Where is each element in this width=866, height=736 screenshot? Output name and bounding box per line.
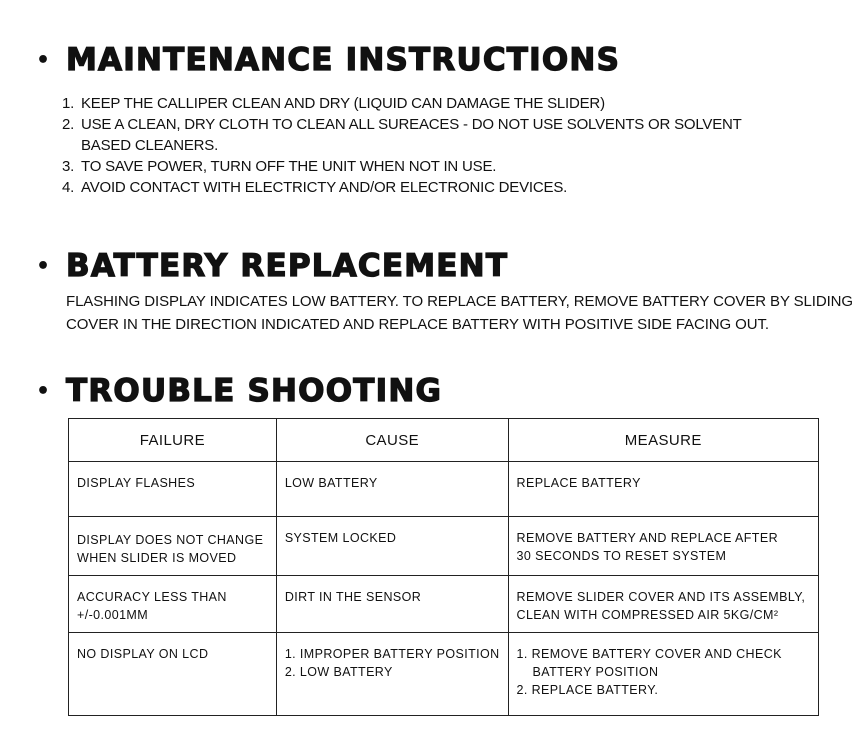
bullet-icon: •: [36, 378, 51, 404]
cause-cell: 1. IMPROPER BATTERY POSITION 2. LOW BATTERY: [276, 633, 508, 716]
item-text: AVOID CONTACT WITH ELECTRICTY AND/OR ELECTRONIC DEVICES.: [81, 179, 568, 196]
failure-cell: ACCURACY LESS THAN +/-0.001MM: [69, 576, 277, 633]
header-cause: CAUSE: [276, 419, 508, 462]
trouble-table: [68, 418, 819, 716]
table-row: [69, 517, 819, 576]
table-row: [69, 462, 819, 517]
item-text: TO SAVE POWER, TURN OFF THE UNIT WHEN NOT IN USE.: [81, 158, 497, 175]
failure-cell: DISPLAY FLASHES: [69, 462, 277, 517]
list-item: [62, 93, 802, 114]
trouble-heading: [36, 373, 442, 409]
measure-cell: REPLACE BATTERY: [508, 462, 818, 517]
item-text: USE A CLEAN, DRY CLOTH TO CLEAN ALL SUREACES - DO NOT USE SOLVENTS OR SOLVENT BASED CLEANERS.: [81, 116, 742, 154]
maintenance-title: MAINTENANCE INSTRUCTIONS: [66, 42, 621, 78]
battery-title: BATTERY REPLACEMENT: [66, 248, 509, 284]
cause-cell: DIRT IN THE SENSOR: [276, 576, 508, 633]
table-row: [69, 633, 819, 716]
item-number: 1.: [62, 95, 75, 112]
measure-cell: 1. REMOVE BATTERY COVER AND CHECK BATTERY POSITION 2. REPLACE BATTERY.: [508, 633, 818, 716]
measure-cell: REMOVE SLIDER COVER AND ITS ASSEMBLY, CLEAN WITH COMPRESSED AIR 5KG/CM²: [508, 576, 818, 633]
list-item: [62, 177, 802, 198]
cause-cell: LOW BATTERY: [276, 462, 508, 517]
bullet-icon: •: [36, 253, 51, 279]
item-number: 2.: [62, 116, 75, 133]
table-header-row: [69, 419, 819, 462]
trouble-title: TROUBLE SHOOTING: [66, 373, 443, 409]
item-number: 4.: [62, 179, 75, 196]
failure-cell: NO DISPLAY ON LCD: [69, 633, 277, 716]
item-number: 3.: [62, 158, 75, 175]
list-item: [62, 114, 802, 156]
paragraph-line: COVER IN THE DIRECTION INDICATED AND REPLACE BATTERY WITH POSITIVE SIDE FACING OUT.: [66, 316, 769, 333]
paragraph-line: FLASHING DISPLAY INDICATES LOW BATTERY. TO REPLACE BATTERY, REMOVE BATTERY COVER BY SLIDING: [66, 293, 853, 310]
bullet-icon: •: [36, 47, 51, 73]
cause-cell: SYSTEM LOCKED: [276, 517, 508, 576]
table-row: [69, 576, 819, 633]
maintenance-list: [62, 93, 802, 198]
battery-heading: [36, 248, 508, 284]
battery-paragraph: [66, 290, 866, 336]
maintenance-heading: [36, 42, 620, 78]
item-text: KEEP THE CALLIPER CLEAN AND DRY (LIQUID CAN DAMAGE THE SLIDER): [81, 95, 605, 112]
failure-cell: DISPLAY DOES NOT CHANGE WHEN SLIDER IS MOVED: [69, 517, 277, 576]
header-failure: FAILURE: [69, 419, 277, 462]
header-measure: MEASURE: [508, 419, 818, 462]
measure-cell: REMOVE BATTERY AND REPLACE AFTER 30 SECONDS TO RESET SYSTEM: [508, 517, 818, 576]
list-item: [62, 156, 802, 177]
